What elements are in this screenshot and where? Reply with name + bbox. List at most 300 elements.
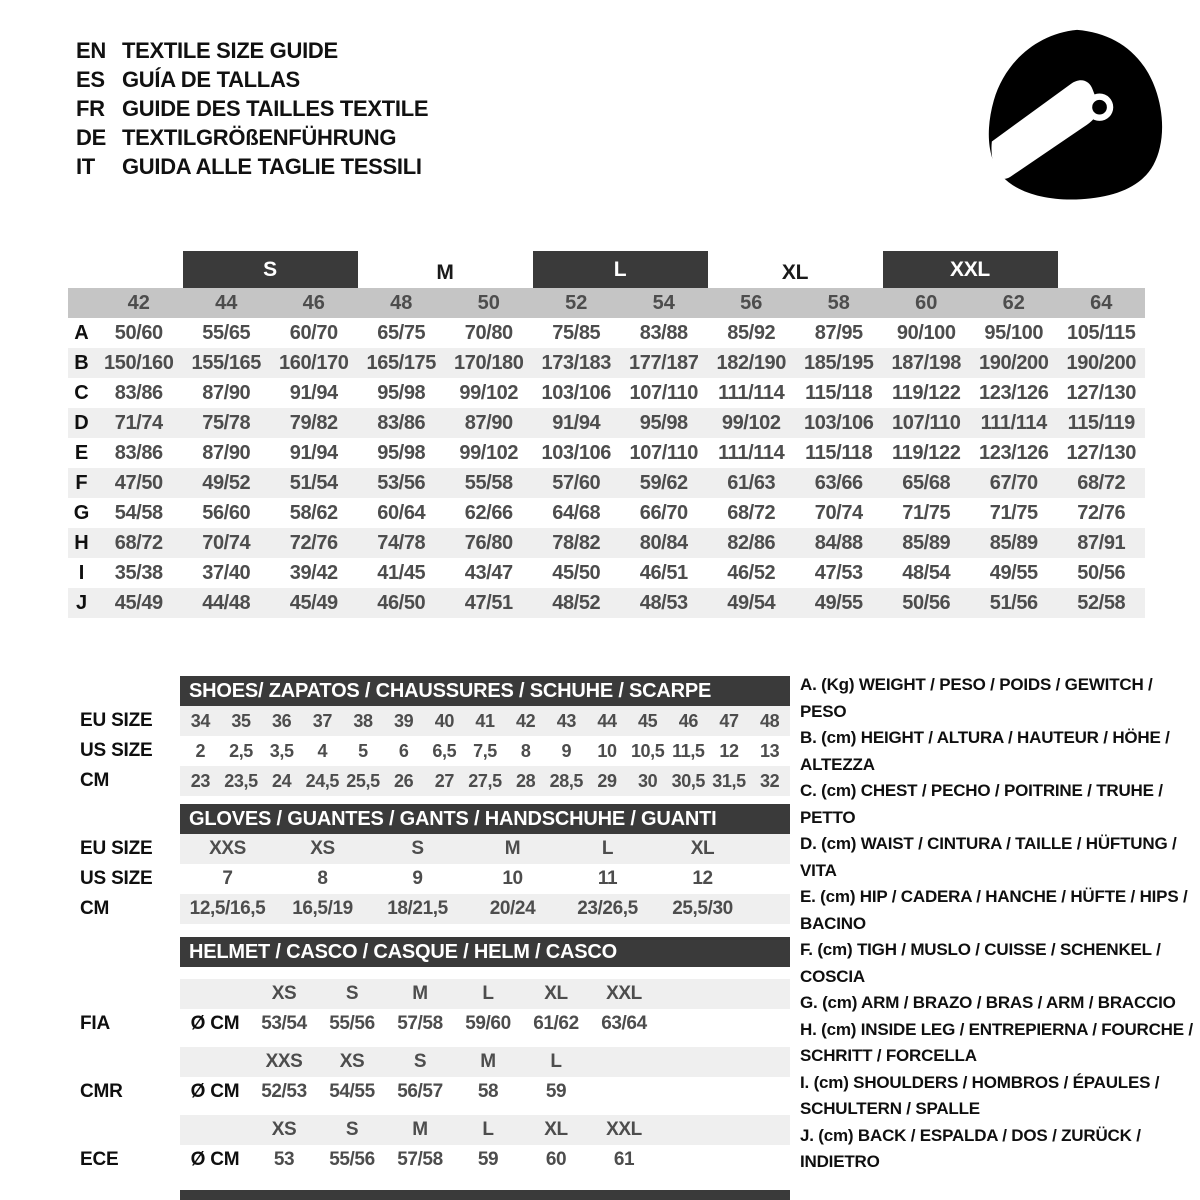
helmet-size-values bbox=[180, 1145, 790, 1175]
size-value: 99/102 bbox=[721, 411, 781, 434]
legend-item-h: H. (cm) INSIDE LEG / ENTREPIERNA / FOURCHE / SCHRITT / FORCELLA bbox=[800, 1019, 1193, 1065]
language-code: IT bbox=[76, 154, 95, 179]
size-value: 71/75 bbox=[902, 501, 951, 524]
standard-label: ECE bbox=[80, 1149, 119, 1170]
size-value: 61/62 bbox=[533, 1013, 579, 1034]
size-value: 82/86 bbox=[727, 531, 776, 554]
size-number: 48 bbox=[390, 291, 413, 314]
size-value: 60 bbox=[545, 1149, 567, 1170]
size-value: 71/75 bbox=[989, 501, 1038, 524]
size-number: 56 bbox=[740, 291, 763, 314]
size-value: 41 bbox=[475, 710, 495, 731]
size-value: 60/70 bbox=[289, 321, 338, 344]
size-value: 49/52 bbox=[202, 471, 251, 494]
size-value: 23/26,5 bbox=[577, 898, 638, 919]
language-code: FR bbox=[76, 96, 105, 121]
row-label: F bbox=[75, 471, 88, 494]
size-value: 115/118 bbox=[805, 381, 873, 404]
size-value: 150/160 bbox=[104, 351, 174, 374]
size-value: 45 bbox=[638, 710, 658, 731]
size-value: 91/94 bbox=[552, 411, 601, 434]
size-value: 61/63 bbox=[727, 471, 776, 494]
size-value: 48 bbox=[760, 710, 780, 731]
size-value: 23 bbox=[190, 770, 210, 791]
size-value: 49/55 bbox=[989, 561, 1038, 584]
size-value: 105/115 bbox=[1067, 321, 1136, 344]
measurement-row-b bbox=[68, 348, 1145, 378]
size-value: 165/175 bbox=[366, 351, 436, 374]
size-value: 7,5 bbox=[473, 740, 497, 761]
helmet-size-table bbox=[80, 937, 792, 1175]
size-band-xl: XL bbox=[781, 261, 809, 284]
legend-item-a: A. (Kg) WEIGHT / PESO / POIDS / GEWITCH / PESO bbox=[800, 675, 1153, 721]
measurement-row-c bbox=[68, 378, 1145, 408]
size-value: L bbox=[601, 838, 614, 859]
size-value: 59 bbox=[477, 1149, 499, 1170]
size-value: 87/90 bbox=[202, 381, 251, 404]
measurement-rows bbox=[68, 318, 1145, 618]
size-value: 90/100 bbox=[896, 321, 956, 344]
size-value: 57/60 bbox=[552, 471, 601, 494]
size-value: 107/110 bbox=[629, 381, 698, 404]
size-value: 115/118 bbox=[805, 441, 873, 464]
row-label: C bbox=[74, 381, 89, 404]
language-code: EN bbox=[76, 38, 106, 63]
helmet-size-values bbox=[180, 1009, 790, 1039]
legend-item-g: G. (cm) ARM / BRAZO / BRAS / ARM / BRACCIO bbox=[800, 993, 1176, 1012]
size-value: 47 bbox=[719, 710, 739, 731]
size-value: 54/55 bbox=[329, 1081, 375, 1102]
size-value: 28,5 bbox=[549, 770, 584, 791]
size-label: M bbox=[480, 1051, 496, 1072]
size-label: XS bbox=[339, 1051, 365, 1072]
legend-item-e: E. (cm) HIP / CADERA / HANCHE / HÜFTE / HIPS / BACINO bbox=[800, 887, 1188, 933]
helmet-values-row-ece bbox=[80, 1145, 792, 1175]
size-value: 76/80 bbox=[464, 531, 513, 554]
size-band-xxl: XXL bbox=[883, 251, 1058, 288]
size-label: L bbox=[482, 983, 494, 1004]
size-value: 25,5/30 bbox=[672, 898, 733, 919]
size-value: 85/89 bbox=[989, 531, 1038, 554]
legend-item-b: B. (cm) HEIGHT / ALTURA / HAUTEUR / HÖHE / ALTEZZA bbox=[800, 728, 1170, 774]
legend-item-d: D. (cm) WAIST / CINTURA / TAILLE / HÜFTUNG / VITA bbox=[800, 834, 1177, 880]
size-value: 38 bbox=[353, 710, 373, 731]
size-value: 83/86 bbox=[114, 441, 163, 464]
size-value: 173/183 bbox=[541, 351, 611, 374]
measurement-row-h bbox=[68, 528, 1145, 558]
size-value: 48/52 bbox=[552, 591, 601, 614]
size-value: 58/62 bbox=[289, 501, 338, 524]
size-value: 37 bbox=[312, 710, 332, 731]
size-value: 51/54 bbox=[289, 471, 338, 494]
size-band-s: S bbox=[183, 251, 358, 288]
size-value: 95/100 bbox=[984, 321, 1044, 344]
size-value: 13 bbox=[760, 740, 780, 761]
size-value: 74/78 bbox=[377, 531, 426, 554]
shoes-values bbox=[180, 766, 790, 796]
size-value: 59/62 bbox=[639, 471, 688, 494]
size-number: 44 bbox=[215, 291, 238, 314]
size-value: 59 bbox=[545, 1081, 567, 1102]
size-value: 39/42 bbox=[289, 561, 338, 584]
size-value: 103/106 bbox=[804, 411, 874, 434]
language-title: TEXTILGRÖßENFÜHRUNG bbox=[122, 125, 397, 150]
legend-item-i: I. (cm) SHOULDERS / HOMBROS / ÉPAULES / SCHULTERN / SPALLE bbox=[800, 1072, 1160, 1118]
size-label: XXL bbox=[606, 983, 642, 1004]
size-number: 52 bbox=[565, 291, 588, 314]
section-gap bbox=[80, 1107, 792, 1115]
language-title: GUÍA DE TALLAS bbox=[122, 67, 300, 92]
row-label: US SIZE bbox=[80, 740, 153, 761]
size-value: 46/50 bbox=[377, 591, 426, 614]
size-value: 55/58 bbox=[464, 471, 513, 494]
size-value: 59/60 bbox=[465, 1013, 511, 1034]
size-value: 43 bbox=[556, 710, 576, 731]
size-value: 70/80 bbox=[464, 321, 513, 344]
size-value: 46 bbox=[678, 710, 698, 731]
size-value: 87/91 bbox=[1077, 531, 1126, 554]
size-label: M bbox=[412, 1119, 428, 1140]
size-value: 170/180 bbox=[454, 351, 524, 374]
shoes-size-table bbox=[80, 676, 792, 796]
size-value: XL bbox=[690, 838, 715, 859]
language-code: DE bbox=[76, 125, 106, 150]
row-label: CM bbox=[80, 770, 110, 791]
size-value: 18/21,5 bbox=[387, 898, 448, 919]
size-number: 50 bbox=[477, 291, 500, 314]
size-value: 26 bbox=[394, 770, 414, 791]
size-value: 68/72 bbox=[1077, 471, 1126, 494]
size-value: 91/94 bbox=[289, 381, 338, 404]
size-number: 42 bbox=[127, 291, 150, 314]
size-band-row bbox=[68, 250, 1145, 288]
size-value: 185/195 bbox=[804, 351, 874, 374]
size-number: 60 bbox=[915, 291, 938, 314]
size-value: 123/126 bbox=[979, 441, 1049, 464]
size-value: 66/70 bbox=[639, 501, 688, 524]
standard-label: CMR bbox=[80, 1081, 123, 1102]
size-value: 85/89 bbox=[902, 531, 951, 554]
size-value: 9 bbox=[561, 740, 572, 761]
size-value: 8 bbox=[520, 740, 531, 761]
size-value: S bbox=[411, 838, 424, 859]
size-value: XS bbox=[310, 838, 335, 859]
size-value: 119/122 bbox=[892, 441, 961, 464]
size-value: 44 bbox=[597, 710, 617, 731]
racing-helmet-icon bbox=[972, 24, 1184, 210]
gloves-table-header: GLOVES / GUANTES / GANTS / HANDSCHUHE / GUANTI bbox=[180, 804, 790, 834]
size-label: XS bbox=[271, 983, 297, 1004]
language-title-list bbox=[76, 36, 428, 181]
size-value: 182/190 bbox=[716, 351, 786, 374]
size-band-m: M bbox=[436, 261, 454, 284]
size-value: 12,5/16,5 bbox=[189, 898, 266, 919]
size-value: 95/98 bbox=[377, 441, 426, 464]
size-value: 65/68 bbox=[902, 471, 951, 494]
size-value: 16,5/19 bbox=[292, 898, 353, 919]
row-label: I bbox=[78, 561, 85, 584]
measurement-row-f bbox=[68, 468, 1145, 498]
size-value: 37/40 bbox=[202, 561, 251, 584]
size-value: 12 bbox=[719, 740, 739, 761]
size-value: 58 bbox=[477, 1081, 499, 1102]
helmet-table-header: HELMET / CASCO / CASQUE / HELM / CASCO bbox=[180, 937, 790, 967]
size-value: 6 bbox=[398, 740, 409, 761]
size-value: 83/88 bbox=[639, 321, 688, 344]
size-value: 111/114 bbox=[718, 441, 785, 464]
legend-item-j: J. (cm) BACK / ESPALDA / DOS / ZURÜCK / INDIETRO bbox=[800, 1125, 1141, 1171]
size-value: 32 bbox=[760, 770, 780, 791]
size-label: XXS bbox=[265, 1051, 303, 1072]
size-value: 111/114 bbox=[980, 411, 1047, 434]
helmet-size-values bbox=[180, 1077, 790, 1107]
size-value: 190/200 bbox=[1066, 351, 1136, 374]
size-value: 29 bbox=[597, 770, 617, 791]
helmet-sizes-row-ece bbox=[80, 1115, 792, 1145]
shoes-row-eu-size bbox=[80, 706, 792, 736]
size-value: 71/74 bbox=[114, 411, 163, 434]
shoes-values bbox=[180, 706, 790, 736]
size-value: 55/56 bbox=[329, 1013, 375, 1034]
size-value: M bbox=[504, 838, 521, 859]
measurement-row-d bbox=[68, 408, 1145, 438]
size-value: 107/110 bbox=[892, 411, 961, 434]
size-value: 46/51 bbox=[639, 561, 688, 584]
shoes-values bbox=[180, 736, 790, 766]
size-value: 190/200 bbox=[979, 351, 1049, 374]
unit-label: Ø CM bbox=[190, 1013, 240, 1034]
size-value: 60/64 bbox=[377, 501, 426, 524]
size-value: 47/53 bbox=[814, 561, 863, 584]
size-number: 58 bbox=[827, 291, 850, 314]
size-value: 87/95 bbox=[814, 321, 863, 344]
size-value: 111/114 bbox=[718, 381, 785, 404]
row-label: EU SIZE bbox=[80, 710, 153, 731]
size-value: 53/54 bbox=[261, 1013, 307, 1034]
size-value: 49/55 bbox=[814, 591, 863, 614]
language-code: ES bbox=[76, 67, 105, 92]
size-value: 160/170 bbox=[279, 351, 349, 374]
size-value: 20/24 bbox=[489, 898, 536, 919]
unit-label: Ø CM bbox=[190, 1081, 240, 1102]
size-value: 127/130 bbox=[1066, 441, 1136, 464]
size-value: 63/66 bbox=[814, 471, 863, 494]
size-value: 36 bbox=[272, 710, 292, 731]
size-value: 10 bbox=[597, 740, 617, 761]
textile-size-table bbox=[68, 250, 1145, 618]
row-label: E bbox=[74, 441, 89, 464]
size-value: 43/47 bbox=[464, 561, 513, 584]
size-value: 2,5 bbox=[229, 740, 253, 761]
size-value: 95/98 bbox=[639, 411, 688, 434]
helmet-sizes-row-fia bbox=[80, 979, 792, 1009]
size-value: 63/64 bbox=[601, 1013, 647, 1034]
size-value: 34 bbox=[190, 710, 210, 731]
size-value: 30,5 bbox=[671, 770, 706, 791]
size-value: 57/58 bbox=[397, 1013, 443, 1034]
size-value: 187/198 bbox=[891, 351, 961, 374]
size-number: 62 bbox=[1002, 291, 1025, 314]
cropped-section-bar bbox=[180, 1190, 790, 1200]
size-value: 56/60 bbox=[202, 501, 251, 524]
size-value: 3,5 bbox=[269, 740, 294, 761]
size-value: 87/90 bbox=[202, 441, 251, 464]
language-title: GUIDE DES TAILLES TEXTILE bbox=[122, 96, 429, 121]
size-value: 35 bbox=[231, 710, 251, 731]
size-number: 46 bbox=[302, 291, 325, 314]
size-value: 55/56 bbox=[329, 1149, 375, 1170]
size-value: 10 bbox=[502, 868, 523, 889]
size-value: 42 bbox=[516, 710, 536, 731]
size-value: 75/78 bbox=[202, 411, 251, 434]
language-row bbox=[76, 94, 428, 123]
size-value: 27,5 bbox=[468, 770, 502, 791]
size-value: 23,5 bbox=[224, 770, 258, 791]
size-value: 48/53 bbox=[639, 591, 688, 614]
row-label: G bbox=[73, 501, 90, 524]
size-value: 72/76 bbox=[289, 531, 338, 554]
measurement-row-j bbox=[68, 588, 1145, 618]
size-value: 4 bbox=[317, 740, 328, 761]
gloves-values bbox=[180, 834, 790, 864]
size-value: 52/53 bbox=[261, 1081, 307, 1102]
size-value: 35/38 bbox=[114, 561, 163, 584]
language-row bbox=[76, 152, 428, 181]
size-value: 55/65 bbox=[202, 321, 251, 344]
size-value: 11,5 bbox=[672, 740, 705, 761]
unit-label: Ø CM bbox=[190, 1149, 240, 1170]
shoes-table-header: SHOES/ ZAPATOS / CHAUSSURES / SCHUHE / SCARPE bbox=[180, 676, 790, 706]
size-value: 68/72 bbox=[114, 531, 163, 554]
size-band-l: L bbox=[533, 251, 708, 288]
row-label: EU SIZE bbox=[80, 838, 153, 859]
size-value: 44/48 bbox=[202, 591, 251, 614]
size-value: 9 bbox=[412, 868, 423, 889]
size-value: 70/74 bbox=[814, 501, 863, 524]
size-value: 57/58 bbox=[397, 1149, 443, 1170]
size-value: 31,5 bbox=[712, 770, 746, 791]
helmet-size-labels bbox=[180, 979, 790, 1009]
size-value: 39 bbox=[394, 710, 414, 731]
gloves-row-cm bbox=[80, 894, 792, 924]
measurement-row-e bbox=[68, 438, 1145, 468]
size-value: 27 bbox=[434, 770, 454, 791]
measurement-row-a bbox=[68, 318, 1145, 348]
size-value: 45/49 bbox=[289, 591, 338, 614]
row-label: B bbox=[74, 351, 89, 374]
row-label: CM bbox=[80, 898, 110, 919]
size-label: L bbox=[482, 1119, 494, 1140]
size-label: XXL bbox=[606, 1119, 642, 1140]
size-value: 5 bbox=[358, 740, 368, 761]
size-value: 99/102 bbox=[459, 381, 519, 404]
gloves-rows bbox=[80, 834, 792, 924]
size-value: 65/75 bbox=[377, 321, 426, 344]
size-value: XXS bbox=[209, 838, 246, 859]
language-row bbox=[76, 36, 428, 65]
size-value: 53 bbox=[273, 1149, 295, 1170]
language-title: GUIDA ALLE TAGLIE TESSILI bbox=[122, 154, 422, 179]
size-value: 56/57 bbox=[397, 1081, 443, 1102]
helmet-sizes-row-cmr bbox=[80, 1047, 792, 1077]
size-value: 79/82 bbox=[289, 411, 338, 434]
size-value: 72/76 bbox=[1077, 501, 1126, 524]
size-value: 87/90 bbox=[464, 411, 513, 434]
size-value: 50/56 bbox=[902, 591, 951, 614]
size-value: 24 bbox=[272, 770, 292, 791]
language-title: TEXTILE SIZE GUIDE bbox=[122, 38, 338, 63]
shoes-rows bbox=[80, 706, 792, 796]
size-value: 84/88 bbox=[814, 531, 863, 554]
size-value: 50/56 bbox=[1077, 561, 1126, 584]
size-value: 52/58 bbox=[1077, 591, 1126, 614]
shoes-row-us-size bbox=[80, 736, 792, 766]
size-number: 64 bbox=[1090, 291, 1113, 314]
size-value: 47/51 bbox=[464, 591, 513, 614]
size-value: 80/84 bbox=[639, 531, 688, 554]
size-value: 123/126 bbox=[979, 381, 1049, 404]
row-label: H bbox=[74, 531, 89, 554]
size-value: 64/68 bbox=[552, 501, 601, 524]
size-value: 46/52 bbox=[727, 561, 776, 584]
size-value: 91/94 bbox=[289, 441, 338, 464]
gloves-row-eu-size bbox=[80, 834, 792, 864]
size-value: 6,5 bbox=[432, 740, 457, 761]
size-value: 61 bbox=[613, 1149, 635, 1170]
size-number: 54 bbox=[652, 291, 675, 314]
row-label: J bbox=[75, 591, 88, 614]
section-gap bbox=[80, 1039, 792, 1047]
size-value: 45/49 bbox=[114, 591, 163, 614]
size-value: 25,5 bbox=[346, 770, 380, 791]
size-value: 51/56 bbox=[989, 591, 1038, 614]
size-value: 83/86 bbox=[114, 381, 163, 404]
size-value: 103/106 bbox=[541, 441, 611, 464]
size-label: XL bbox=[544, 983, 568, 1004]
size-value: 127/130 bbox=[1066, 381, 1136, 404]
size-value: 45/50 bbox=[552, 561, 601, 584]
size-value: 7 bbox=[222, 868, 233, 889]
size-value: 47/50 bbox=[114, 471, 163, 494]
size-value: 85/92 bbox=[727, 321, 776, 344]
size-value: 40 bbox=[434, 710, 454, 731]
size-label: M bbox=[412, 983, 428, 1004]
language-row bbox=[76, 65, 428, 94]
helmet-values-row-fia bbox=[80, 1009, 792, 1039]
gloves-values bbox=[180, 894, 790, 924]
size-value: 68/72 bbox=[727, 501, 776, 524]
size-value: 70/74 bbox=[202, 531, 251, 554]
size-value: 177/187 bbox=[629, 351, 699, 374]
size-value: 12 bbox=[692, 868, 713, 889]
gloves-row-us-size bbox=[80, 864, 792, 894]
size-value: 11 bbox=[597, 868, 618, 889]
size-value: 67/70 bbox=[989, 471, 1038, 494]
size-label: XS bbox=[271, 1119, 297, 1140]
size-value: 54/58 bbox=[114, 501, 163, 524]
language-row bbox=[76, 123, 428, 152]
size-value: 75/85 bbox=[552, 321, 601, 344]
legend-item-c: C. (cm) CHEST / PECHO / POITRINE / TRUHE / PETTO bbox=[800, 781, 1163, 827]
size-value: 83/86 bbox=[377, 411, 426, 434]
size-value: 99/102 bbox=[459, 441, 519, 464]
size-value: 49/54 bbox=[727, 591, 776, 614]
shoes-row-cm bbox=[80, 766, 792, 796]
size-value: 24,5 bbox=[305, 770, 340, 791]
size-label: L bbox=[550, 1051, 562, 1072]
measurement-row-i bbox=[68, 558, 1145, 588]
size-value: 78/82 bbox=[552, 531, 601, 554]
